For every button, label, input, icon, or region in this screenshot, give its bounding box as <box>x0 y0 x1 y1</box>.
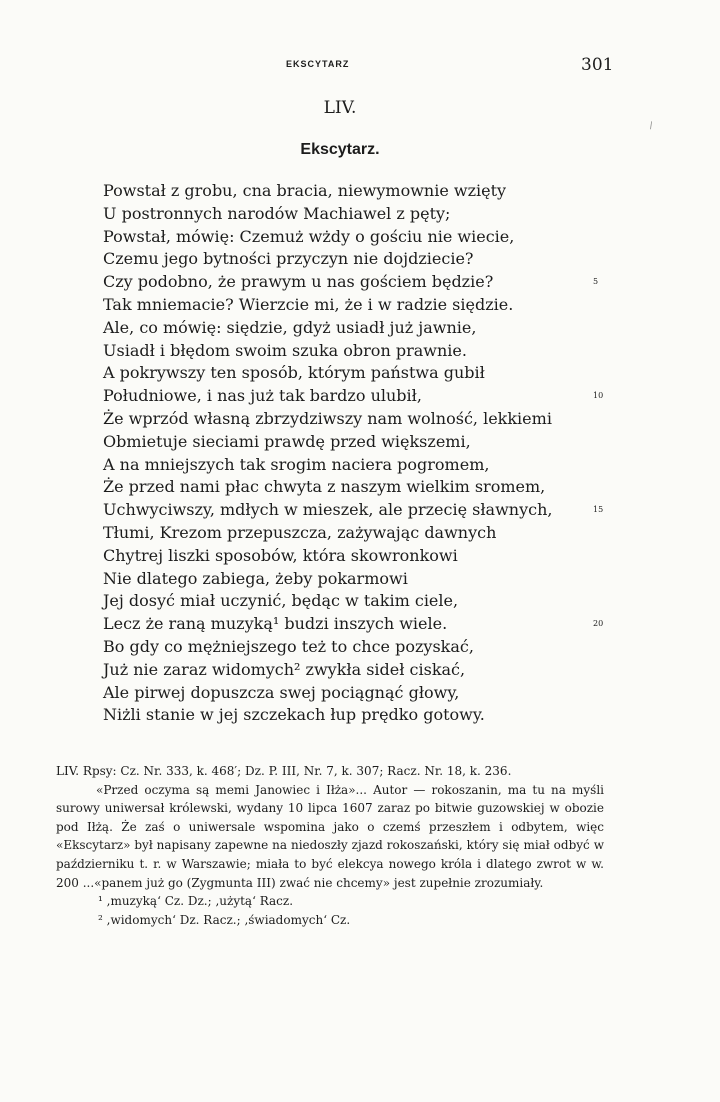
verse-text: Obmietuje sieciami prawdę przed większemi, <box>103 431 471 451</box>
footnote: ² ,widomych‘ Dz. Racz.; ,świadomych‘ Cz. <box>98 912 351 927</box>
verse-text: Lecz że raną muzyką¹ budzi inszych wiele. <box>103 614 448 634</box>
verse-line <box>103 317 603 340</box>
verse-line <box>103 590 603 613</box>
chapter-title: Ekscytarz. <box>300 141 380 158</box>
verse-line <box>103 408 603 431</box>
verse-line <box>103 568 603 591</box>
line-number: 20 <box>593 619 604 629</box>
verse-text: Ale, co mówię: siędzie, gdyż usiadł już jawnie, <box>103 317 477 337</box>
verse-text: Usiadł i błędom swoim szuka obron prawnie. <box>103 340 467 360</box>
chapter-number: LIV. <box>323 98 357 118</box>
verse-line <box>103 522 603 545</box>
page-number: 301 <box>581 55 614 75</box>
notes-sources: LIV. Rpsy: Cz. Nr. 333, k. 468′; Dz. P. III, Nr. 7, k. 307; Racz. Nr. 18, k. 236. <box>56 764 512 778</box>
running-title: EKSCYTARZ <box>286 59 350 69</box>
verse-text: Jej dosyć miał uczynić, będąc w takim ciele, <box>103 591 459 611</box>
line-number: 10 <box>593 391 604 401</box>
verse-line <box>103 636 603 659</box>
margin-mark: ⁄ <box>648 121 655 132</box>
verse-line <box>103 499 603 522</box>
verse-text: Uchwyciwszy, mdłych w mieszek, ale przecię sławnych, <box>103 500 553 520</box>
verse-text: Południowe, i nas już tak bardzo ulubił, <box>103 386 422 406</box>
verse-text: Powstał z grobu, cna bracia, niewymownie wzięty <box>103 181 507 200</box>
verse-line <box>103 659 603 682</box>
footnote: ¹ ,muzyką‘ Cz. Dz.; ,użytą‘ Racz. <box>98 894 294 909</box>
verse-text: Tak mniemacie? Wierzcie mi, że i w radzie siędzie. <box>103 294 514 314</box>
verse-line <box>103 431 603 454</box>
verse-line <box>103 704 603 727</box>
verse-text: Tłumi, Krezom przepuszcza, zażywając dawnych <box>103 522 497 542</box>
verse-line <box>103 476 603 499</box>
verse-line <box>103 340 603 363</box>
verse-line <box>103 362 603 385</box>
verse-text: U postronnych narodów Machiawel z pęty; <box>103 203 451 223</box>
verse-text: Chytrej liszki sposobów, która skowronkowi <box>103 545 458 565</box>
verse-line <box>103 226 603 249</box>
line-number: 5 <box>593 277 599 287</box>
poem-body <box>103 180 603 727</box>
verse-text: Bo gdy co mężniejszego też to chce pozyskać, <box>103 636 474 656</box>
verse-text: Niżli stanie w jej szczekach łup prędko gotowy. <box>103 705 485 725</box>
verse-line <box>103 545 603 568</box>
line-number: 15 <box>593 505 604 515</box>
running-head <box>0 55 720 75</box>
editorial-notes <box>56 762 604 929</box>
verse-line <box>103 385 603 408</box>
verse-line <box>103 203 603 226</box>
verse-text: Czemu jego bytności przyczyn nie dojdziecie? <box>103 249 474 269</box>
verse-line <box>103 454 603 477</box>
verse-text: A na mniejszych tak srogim naciera pogromem, <box>103 454 490 474</box>
verse-line <box>103 294 603 317</box>
verse-line <box>103 248 603 271</box>
verse-line <box>103 180 603 203</box>
verse-text: Że wprzód własną zbrzydziwszy nam wolność, lekkiemi <box>103 408 552 428</box>
verse-text: Ale pirwej dopuszcza swej pociągnąć głowy, <box>103 682 460 702</box>
verse-line <box>103 613 603 636</box>
verse-line <box>103 271 603 294</box>
verse-text: Już nie zaraz widomych² zwykła sideł ciskać, <box>103 659 466 679</box>
verse-text: Że przed nami płac chwyta z naszym wielkim sromem, <box>103 477 546 497</box>
verse-text: Nie dlatego zabiega, żeby pokarmowi <box>103 568 408 588</box>
verse-text: Powstał, mówię: Czemuż wżdy o gościu nie wiecie, <box>103 226 515 246</box>
notes-commentary: «Przed oczyma są memi Janowiec i Iłża»... Autor — rokoszanin, ma tu na myśli surowy uniwersał królewski, wydany 10 lipca 1607 zaraz po bitwie guzowskiej w obozie pod Iłżą. Że zaś o uniwersale wspomina jako o czemś przeszłem i odbytem, więc «Ekscytarz» był napisany zapewne na niedoszły zjazd rokoszański, który się miał odbyć w październiku t. r. w Warszawie; miała to być elekcya nowego króla i dlatego zwrot w w. 200 ...«panem już go (Zygmunta III) zwać nie chcemy» jest zupełnie zrozumiały. <box>56 782 604 890</box>
verse-text: Czy podobno, że prawym u nas gościem będzie? <box>103 272 494 292</box>
verse-text: A pokrywszy ten sposób, którym państwa gubił <box>103 363 485 383</box>
verse-line <box>103 682 603 705</box>
